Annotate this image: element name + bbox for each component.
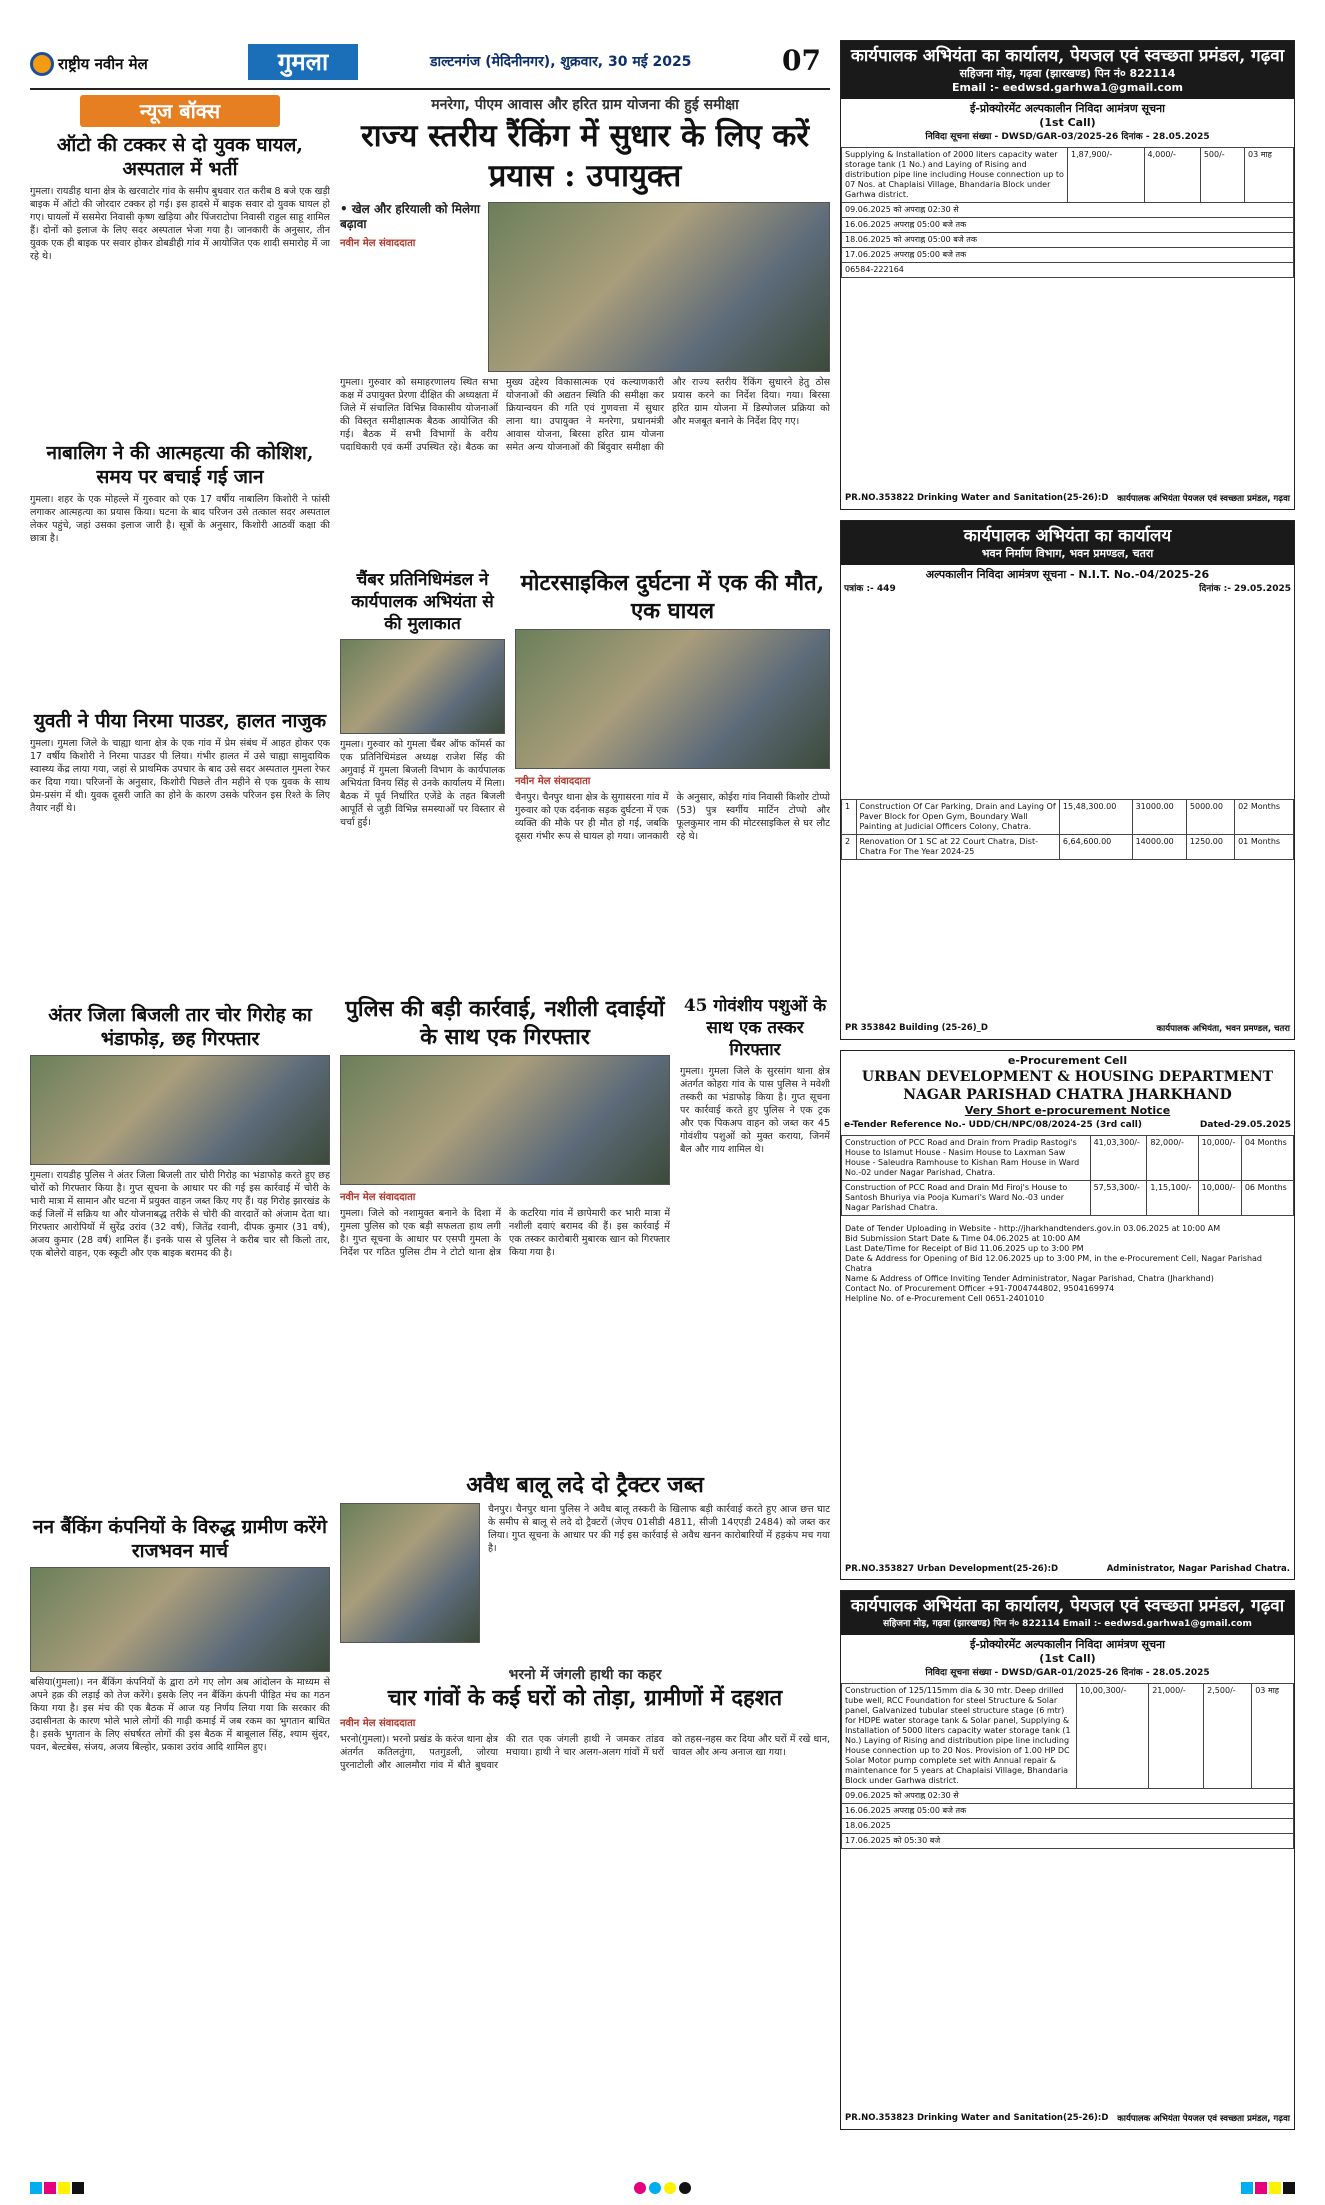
ad-notice-title: अल्पकालीन निविदा आमंत्रण सूचना - N.I.T. No.-04/2025-26 [925,568,1210,581]
ad-date-4: 17.06.2025 अपराह्न 05:00 बजे तक [842,248,1294,263]
table-cell: 31000.00 [1132,800,1186,835]
story-nirma-powder [30,709,330,997]
ad-time: 03 माह [1245,148,1294,203]
table-cell: 1 [842,800,857,835]
lead-photo [488,202,830,372]
ad-address: सहिजना मोड़, गढ़वा (झारखण्ड) पिन नं० 822114 Email :- eedwsd.garhwa1@gmail.com [883,1619,1252,1629]
ad-cost: 1,87,900/- [1068,148,1145,203]
ad-work-description: Construction of 125/115mm dia & 30 mtr. Deep drilled tube well, RCC Foundation for steel Structure & Solar panel, Galvanized tubular steel structure stage (6 mtr) for HDPE water storage tank & Solar panel, Supplying & Installation of 5000 liters capacity water storage tank (1 No.) Laying of Rising and distribution pipe line including House connection up to 20 Nos. Provision of 1.00 HP DC Solar Motor pump complete set with Annual repair & maintenance for 5 years at Chaplaisi Village, Bhandaria Block under Garhwa district. [842,1684,1077,1789]
story-photo [515,629,830,769]
ad-parishad: NAGAR PARISHAD CHATRA JHARKHAND [903,1087,1232,1103]
table-cell: 1,15,100/- [1147,1181,1198,1216]
story-photo [340,639,505,734]
story-headline: नाबालिग ने की आत्महत्या की कोशिश, समय पर बचाई गई जान [46,442,314,488]
ad-date-row: Bid Submission Start Date & Time 04.06.2025 at 10:00 AM [845,1234,1081,1243]
story-body: बसिया(गुमला)। नन बैंकिंग कंपनियों के द्वारा ठगे गए लोग अब आंदोलन के माध्यम से अपने हक़ की लड़ाई को तेज करेंगे। इसके लिए नन बैंकिंग कंपनी पीड़ित मंच का गठन किया गया है। इस मंच की एक बैठक में आज यह निर्णय लिया गया कि सरकार की उदासीनता के कारण भोले भाले लोगों की गाढ़ी कमाई में जब रकम का भुगतान बाधित है। इसके भुगतान के लिए संघर्षरत लोगों की इस बैठक में बाबूलाल सिंह, श्याम सुंदर, पवन, बेल्टबेस, संजय, अजय बिल्होर, प्रकाश उरांव आदि शामिल हुए। [30,1677,330,1753]
story-wild-elephant [340,1665,830,1955]
ad-date-2: 16.06.2025 अपराह्न 05:00 बजे तक [842,218,1294,233]
story-body: चैनपुर। चैनपुर थाना क्षेत्र के सुगासरना गांव में गुरुवार को एक दर्दनाक सड़क दुर्घटना में एक व्यक्ति की मौके पर ही मौत हो गई, जबकि दूसरा गंभीर रूप से घायल हो गया। जानकारी के अनुसार, कोईरा गांव निवासी किशोर टोप्पो (53) पुत्र स्वर्गीय मार्टिन टोप्पो और फूलकुमार नाम की मोटरसाइकिल से घर लौट रहे थे। [515,792,830,842]
table-cell: 15,48,300.00 [1059,800,1132,835]
table-cell: 10,000/- [1198,1136,1241,1181]
ad-notice-title: ई-प्रोक्योरमेंट अल्पकालीन निविदा आमंत्रण सूचना [969,102,1166,115]
ad-date-3: 18.06.2025 को अपराह्न 05:00 बजे तक [842,233,1294,248]
ad-emd: 21,000/- [1149,1684,1204,1789]
story-byline: नवीन मेल संवाददाता [340,1192,416,1203]
ad-emd: 4,000/- [1144,148,1200,203]
color-swatch-right [1241,2182,1295,2196]
story-non-banking-march [30,1515,330,1851]
table-cell: 04 Months [1241,1136,1293,1181]
ad-subdepartment: भवन निर्माण विभाग, भवन प्रमण्डल, चतरा [981,547,1154,560]
ad-reference: निविदा सूचना संख्या - DWSD/GAR-01/2025-26 दिनांक - 28.05.2025 [925,1668,1210,1678]
color-dots-center [634,2182,691,2196]
ad-reference: निविदा सूचना संख्या - DWSD/GAR-03/2025-26 दिनांक - 28.05.2025 [925,132,1210,142]
table-cell: 2 [842,835,857,860]
table-row [842,1136,1294,1181]
lead-headline: राज्य स्तरीय रैंकिंग में सुधार के लिए करें प्रयास : उपायुक्त [360,118,810,194]
ad-pr-number: PR.NO.353822 Drinking Water and Sanitation(25-26):D [845,493,1109,503]
edition-badge: गुमला [248,44,358,80]
story-body: भरनो(गुमला)। भरनो प्रखंड के करंज थाना क्षेत्र अंतर्गत कतिलतुंगा, पतगुडली, जोरया पुरनाटोली और आलमौरा गांव में बीते बुधवार की रात एक जंगली हाथी ने जमकर तांडव मचाया। हाथी ने चार अलग-अलग गांवों में घरों को तहस-नहस कर दिया और घरों में रखे धान, चावल और अन्य अनाज खा गया। [340,1734,830,1771]
ad-contact: 06584-222164 [842,263,1294,278]
story-headline: 45 गोवंशीय पशुओं के साथ एक तस्कर गिरफ्तार [683,996,827,1060]
story-headline: युवती ने पीया निरमा पाउडर, हालत नाजुक [33,710,327,732]
table-cell: 14000.00 [1132,835,1186,860]
table-cell: 10,000/- [1198,1181,1241,1216]
story-motorcycle-accident [515,569,830,989]
story-photo [30,1567,330,1672]
table-cell: 01 Months [1235,835,1294,860]
ad-date-row: Contact No. of Procurement Officer +91-7004744802, 9504169974 [845,1284,1115,1293]
ad-date-row: Date of Tender Uploading in Website - http://jharkhandtenders.gov.in 03.06.2025 at 10:00 AM [845,1224,1221,1233]
story-headline: नन बैंकिंग कंपनियों के विरुद्ध ग्रामीण करेंगे राजभवन मार्च [33,1516,327,1562]
story-photo [30,1055,330,1165]
ad-pr-number: PR 353842 Building (25-26)_D [845,1023,988,1033]
ad-pr-number: PR.NO.353827 Urban Development(25-26):D [845,1564,1059,1574]
ad-cost: 10,00,300/- [1077,1684,1149,1789]
story-body: गुमला। रायडीह पुलिस ने अंतर जिला बिजली तार चोरी गिरोह का भंडाफोड़ करते हुए छह चोरों को गिरफ्तार किया है। गुप्त सूचना के आधार पर की गई इस कार्रवाई में चोरी के भारी मात्रा में सामान और घटना में प्रयुक्त वाहन जब्त किए गए हैं। यह गिरोह झारखंड के कई जिलों में सक्रिय था और योजनाबद्ध तरीके से चोरी की वारदातें को अंजाम देता था। गिरफ्तार आरोपियों में सुरेंद्र उरांव (32 वर्ष), जितेंद्र रवानी, दीपक कुमार (31 वर्ष), अजय कुमार (28 वर्ष) शामिल हैं। इनके पास से पुलिस ने करीब चार सौ किलो तार, एक बोलेरो वाहन, एक स्कूटी और एक बाइक बरामद की है। [30,1170,330,1259]
table-cell: 1250.00 [1186,835,1234,860]
ad-tender-table [841,1683,1294,1849]
table-cell: 82,000/- [1147,1136,1198,1181]
news-box-label: न्यूज बॉक्स [80,95,280,127]
ad-date-row: Helpline No. of e-Procurement Cell 0651-2401010 [845,1294,1045,1303]
paper-logo [30,44,210,84]
story-photo [340,1503,480,1643]
ad-department: कार्यपालक अभियंता का कार्यालय, पेयजल एवं स्वच्छता प्रमंडल, गढ़वा [850,1596,1285,1616]
ad-signatory: Administrator, Nagar Parishad Chatra. [1106,1564,1290,1574]
story-body: गुमला। गुमला जिले के सुरसांग थाना क्षेत्र अंतर्गत कोहरा गांव के पास पुलिस ने मवेशी तस्करी का भंडाफोड़ किया है। गुप्त सूचना पर कार्रवाई करते हुए पुलिस ने एक ट्रक और एक पिकअप वाहन को जब्त कर 45 गोवंशीय पशुओं को मुक्त कराया, जिनमें बैल और गाय शामिल थे। [680,1066,830,1155]
ad-work-description: Supplying & Installation of 2000 liters capacity water storage tank (1 No.) and Laying of Rising and distribution pipe line including House connection up to 07 Nos. at Chaplaisi Village, Bhandaria Block under Garhwa district. [842,148,1068,203]
print-registration-bar [30,2182,1295,2196]
dateline: डाल्टनगंज (मेदिनीनगर), शुक्रवार, 30 मई 2025 [430,54,692,70]
story-minor-suicide-attempt [30,441,330,703]
ad-cell: e-Procurement Cell [1007,1054,1128,1067]
story-headline: चैंबर प्रतिनिधिमंडल ने कार्यपालक अभियंता से की मुलाकात [351,570,494,634]
ad-department: कार्यपालक अभियंता का कार्यालय [963,526,1172,546]
lead-subhead: • खेल और हरियाली को मिलेगा बढ़ावा [340,202,481,231]
ad-pr-number: PR.NO.353823 Drinking Water and Sanitation(25-26):D [845,2113,1109,2123]
ad-works-table [841,1135,1294,1216]
ad-signatory: कार्यपालक अभियंता पेयजल एवं स्वच्छता प्रमंडल, गढ़वा [1117,2114,1290,2124]
story-drugs-arrest [340,995,670,1465]
story-cattle-smuggler [680,995,830,1465]
ad-signatory: कार्यपालक अभियंता, भवन प्रमण्डल, चतरा [1156,1024,1290,1034]
color-swatch-left [30,2182,84,2196]
ad-date: Dated-29.05.2025 [1199,1120,1291,1130]
ad-notice-title: ई-प्रोक्योरमेंट अल्पकालीन निविदा आमंत्रण सूचना [969,1638,1166,1651]
story-headline: पुलिस की बड़ी कार्रवाई, नशीली दवाईयों के साथ एक गिरफ्तार [345,996,665,1050]
ad-date-row: Last Date/Time for Receipt of Bid 11.06.2025 up to 3:00 PM [845,1244,1084,1253]
ad-call: (1st Call) [1039,116,1096,129]
ad-department: URBAN DEVELOPMENT & HOUSING DEPARTMENT [861,1069,1274,1085]
ad-date-2: 16.06.2025 अपराह्न 05:00 बजे तक [842,1804,1294,1819]
table-cell: Construction of PCC Road and Drain Md Firoj's House to Santosh Bhuriya via Pooja Kumari's Ward No.-03 under Nagar Parishad Chatra. [842,1181,1091,1216]
tender-ad-chatra-building [840,520,1295,1040]
story-body: गुमला। जिले को नशामुक्त बनाने के दिशा में गुमला पुलिस को एक बड़ी सफलता हाथ लगी है। गुप्त सूचना के आधार पर एसपी गुमला के निर्देश पर गठित पुलिस टीम ने टोटो थाना क्षेत्र के कटरिया गांव में छापेमारी कर भारी मात्रा में नशीली दवाएं बरामद की हैं। इस कार्रवाई में एक तस्कर कारोबारी मुबारक खान को गिरफ्तार किया गया है। [340,1208,670,1258]
ad-patrank: पत्रांक :- 449 [844,584,896,594]
tender-ad-nagar-parishad-chatra [840,1050,1295,1580]
tender-ad-garhwa-1 [840,40,1295,510]
ad-date-1: 09.06.2025 को अपराह्न 02:30 से [842,203,1294,218]
ad-date-3: 18.06.2025 [842,1819,1294,1834]
story-body: गुमला। गुमला जिले के चाह्या थाना क्षेत्र के एक गांव में प्रेम संबंध में आहत होकर एक 17 वर्षीय किशोरी ने निरमा पाउडर पी लिया। गंभीर हालत में उसे चाह्या सामुदायिक स्वास्थ्य केंद्र लाया गया, जहां से प्राथमिक उपचार के बाद उसे सदर अस्पताल गुमला रेफर कर दिया गया। परिजनों के अनुसार, किशोरी पिछले तीन महीने से एक युवक के साथ प्रेम-प्रसंग में थी। युवक दूसरी जाति का होने के कारण उसके परिजन इस रिश्ते के लिए तैयार नहीं थे। [30,738,330,814]
story-wire-theft-gang [30,1003,330,1509]
ad-time: 03 माह [1252,1684,1294,1789]
story-headline: अवैध बालू लदे दो ट्रैक्टर जब्त [466,1472,704,1498]
story-headline: ऑटो की टक्कर से दो युवक घायल, अस्पताल में भर्ती [56,134,304,180]
ad-date-row: Date & Address for Opening of Bid 12.06.2025 up to 3:00 PM, in the e-Procurement Cell, Nagar Parishad Chatra [845,1254,1263,1273]
ad-email: Email :- eedwsd.garhwa1@gmail.com [952,81,1183,94]
center-column [340,95,830,2155]
masthead-rule [30,88,830,90]
story-auto-accident [30,133,330,435]
table-cell: Renovation Of 1 SC at 22 Court Chatra, Dist-Chatra For The Year 2024-25 [856,835,1059,860]
table-row [842,1181,1294,1216]
newspaper-page [30,40,1295,2170]
ad-call: (1st Call) [1039,1652,1096,1665]
table-cell: 06 Months [1241,1181,1293,1216]
table-cell: 41,03,300/- [1090,1136,1147,1181]
ad-reference: e-Tender Reference No.- UDD/CH/NPC/08/2024-25 (3rd call) [844,1120,1142,1130]
story-byline: नवीन मेल संवाददाता [340,1718,416,1729]
lead-kicker: मनरेगा, पीएम आवास और हरित ग्राम योजना की हुई समीक्षा [431,97,739,113]
story-sand-tractors [340,1471,830,1661]
table-cell: 5000.00 [1186,800,1234,835]
story-byline: नवीन मेल संवाददाता [515,776,591,787]
table-row [842,800,1294,835]
ad-department: कार्यपालक अभियंता का कार्यालय, पेयजल एवं स्वच्छता प्रमंडल, गढ़वा [850,46,1285,66]
story-body: गुमला। गुरुवार को गुमला चैंबर ऑफ कॉमर्स का एक प्रतिनिधिमंडल अध्यक्ष राजेश सिंह की अगुवाई में गुमला बिजली विभाग के कार्यपालक अभियंता विनय सिंह से उनके कार्यालय में मिला। बैठक में पूर्व निर्धारित एजेंडे के तहत बिजली आपूर्ति से जुड़ी विभिन्न समस्याओं पर विस्तार से चर्चा हुई। [340,739,505,828]
table-cell: Construction of PCC Road and Drain from Pradip Rastogi's House to Islamut House - Nasim House to Laxman Saw House - Saleudra Ramhouse to Kishan Ram House in Ward No.-02 under Nagar Parishad, Chatra. [842,1136,1091,1181]
right-column-ads [840,40,1295,2170]
table-row [842,835,1294,860]
left-column [30,95,330,2155]
ad-tender-table [841,147,1294,278]
story-photo [340,1055,670,1185]
ad-date-row: Name & Address of Office Inviting Tender Administrator, Nagar Parishad, Chatra (Jharkhand) [845,1274,1214,1283]
logo-emblem-icon [30,52,54,76]
story-headline: चार गांवों के कई घरों को तोड़ा, ग्रामीणों में दहशत [387,1685,783,1711]
lead-body: गुमला। गुरुवार को समाहरणालय स्थित सभा कक्ष में उपायुक्त प्रेरणा दीक्षित की अध्यक्षता में जिले में संचालित विभिन्न विकासीय योजनाओं की विस्तृत समीक्षात्मक बैठक आयोजित की गई। बैठक में सभी विभागों के वरीय पदाधिकारी एवं कर्मी उपस्थित रहे। बैठक का मुख्य उद्देश्य विकासात्मक एवं कल्याणकारी योजनाओं की अद्यतन स्थिति की समीक्षा कर क्रियान्वयन की गति एवं गुणवत्ता में सुधार लाना था। उपायुक्त ने मनरेगा, प्रधानमंत्री आवास योजना, बिरसा हरित ग्राम योजना समेत अन्य योजनाओं की बिंदुवार समीक्षा की और राज्य स्तरीय रैंकिंग सुधारने हेतु ठोस प्रयास करने का निर्देश दिया। गया। बिरसा हरित ग्राम योजना में डिस्पोजल प्रक्रिया को और मजबूत बनाने के निर्देश दिए गए। [340,377,830,453]
lead-byline: नवीन मेल संवाददाता [340,238,416,249]
ad-fee: 2,500/- [1204,1684,1252,1789]
story-chamber-meeting [340,569,505,989]
ad-date-4: 17.06.2025 को 05:30 बजे [842,1834,1294,1849]
ad-notice-title: Very Short e-procurement Notice [964,1104,1171,1117]
paper-name: राष्ट्रीय नवीन मेल [58,55,148,73]
story-headline: मोटरसाइकिल दुर्घटना में एक की मौत, एक घायल [520,570,825,624]
table-cell: Construction Of Car Parking, Drain and Laying Of Paver Block for Open Gym, Boundary Wall Painting at Judicial Officers Colony, Chatra. [856,800,1059,835]
table-cell: 02 Months [1235,800,1294,835]
ad-signatory: कार्यपालक अभियंता पेयजल एवं स्वच्छता प्रमंडल, गढ़वा [1117,494,1290,504]
story-kicker: भरनो में जंगली हाथी का कहर [508,1667,662,1683]
page-number: 07 [782,44,821,77]
story-body: गुमला। रायडीह थाना क्षेत्र के खरवाटोर गांव के समीप बुधवार रात करीब 8 बजे एक खड़ी बाइक में ऑटो की जोरदार टक्कर हो गई। इस हादसे में बाइक सवार दो युवक घायल हो गए। घायलों में ससमेरा निवासी कृष्ण खड़िया और पिंजराटोपा निवासी राहुल साहू शामिल हैं। दोनों को इलाज के लिए सदर अस्पताल भेजा गया है। जानकारी के अनुसार, तीन युवक एक ही बाइक पर सवार होकर डोबडीही गांव में आयोजित एक शादी समारोह में जा रहे थे। [30,186,330,262]
story-body: गुमला। शहर के एक मोहल्ले में गुरुवार को एक 17 वर्षीय नाबालिग किशोरी ने फांसी लगाकर आत्महत्या का प्रयास किया। घटना के बाद परिजन उसे तत्काल सदर अस्पताल लेकर पहुंचे, जहां उसका इलाज जारी है। सूत्रों के अनुसार, किशोरी आठवीं कक्षा की छात्रा है। [30,494,330,544]
table-cell: 57,53,300/- [1090,1181,1147,1216]
story-headline: अंतर जिला बिजली तार चोर गिरोह का भंडाफोड़, छह गिरफ्तार [48,1004,312,1050]
ad-address: सहिजना मोड़, गढ़वा (झारखण्ड) पिन नं० 822114 [959,67,1176,80]
tender-ad-garhwa-2 [840,1590,1295,2130]
ad-fee: 500/- [1200,148,1244,203]
table-cell: 6,64,600.00 [1059,835,1132,860]
ad-date-1: 09.06.2025 को अपराह्न 02:30 से [842,1789,1294,1804]
story-body: चैनपुर। चैनपुर थाना पुलिस ने अवैध बालू तस्करी के खिलाफ बड़ी कार्रवाई करते हुए आज छत्त घाट के समीप से बालू से लदे दो ट्रैक्टरों (जेएच 01सीडी 4811, सीजी 14एएडी 2484) को जब्त कर लिया। गुप्त सूचना के आधार पर की गई इस कार्रवाई से अवैध खनन कारोबारियों में हड़कंप मच गया है। [488,1504,830,1554]
ad-date: दिनांक :- 29.05.2025 [1199,584,1291,594]
ad-works-table [841,799,1294,860]
